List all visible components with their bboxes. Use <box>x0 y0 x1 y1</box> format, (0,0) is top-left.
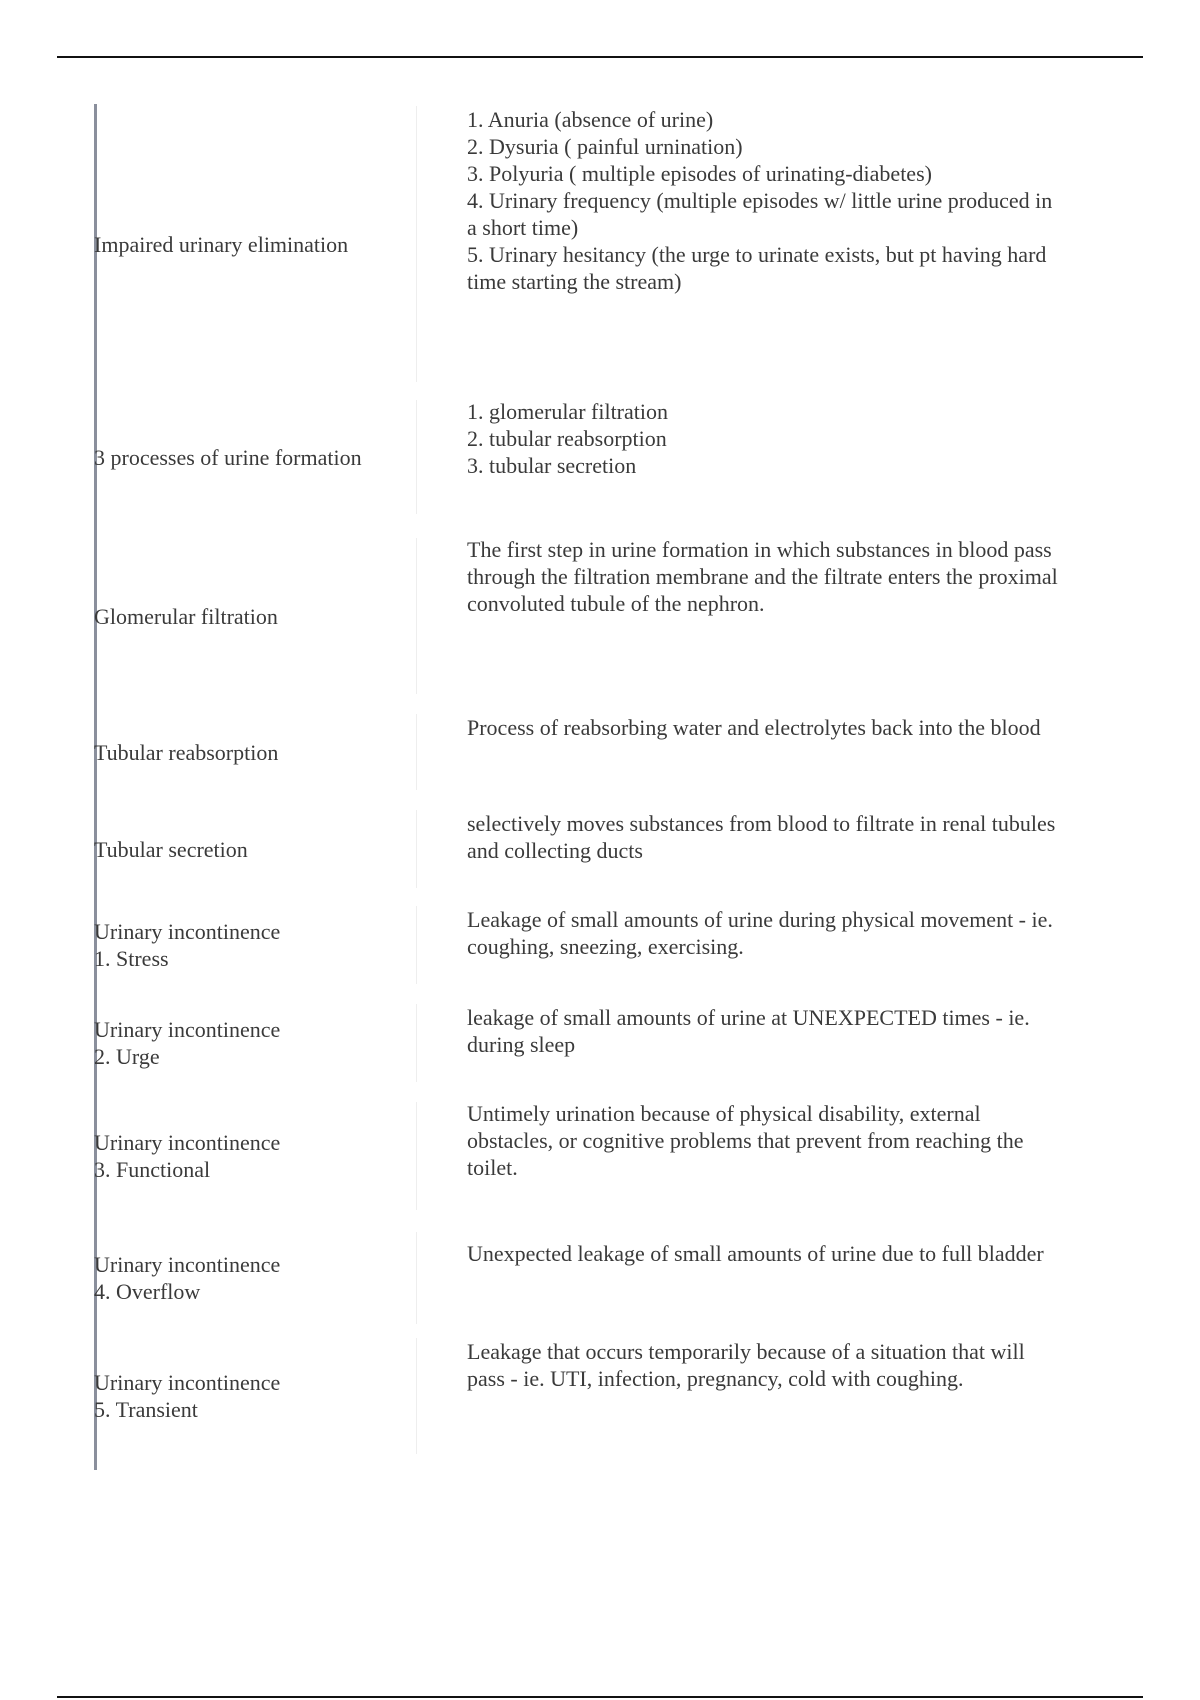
table-row <box>94 1230 1094 1326</box>
column-divider <box>416 906 417 984</box>
table-row <box>94 1100 1094 1212</box>
definition-cell: Unexpected leakage of small amounts of urine due to full bladder <box>467 1241 1044 1266</box>
definition-cell: Untimely urination because of physical disability, external obstacles, or cognitive problems that prevent from reaching the toilet. <box>467 1101 1024 1180</box>
definition-cell: selectively moves substances from blood to filtrate in renal tubules and collecting ducts <box>467 811 1056 863</box>
term-cell: Glomerular filtration <box>94 603 278 629</box>
column-divider <box>416 714 417 790</box>
top-rule <box>57 56 1143 58</box>
table-row <box>94 536 1094 696</box>
table-row <box>94 1002 1094 1084</box>
table-row <box>94 808 1094 890</box>
definition-cell: The first step in urine formation in which substances in blood pass through the filtration membrane and the filtrate enters the proximal convoluted tubule of the nephron. <box>467 537 1058 616</box>
column-divider <box>416 1338 417 1454</box>
column-divider <box>416 400 417 514</box>
definition-cell: Leakage that occurs temporarily because of a situation that will pass - ie. UTI, infection, pregnancy, cold with coughing. <box>467 1339 1025 1391</box>
term-cell: 3 processes of urine formation <box>94 444 362 470</box>
column-divider <box>416 106 417 382</box>
term-cell: Urinary incontinence 1. Stress <box>94 919 281 971</box>
table-row <box>94 1336 1094 1456</box>
definition-cell: Process of reabsorbing water and electrolytes back into the blood <box>467 715 1041 740</box>
term-cell: Urinary incontinence 4. Overflow <box>94 1252 281 1304</box>
term-cell: Tubular secretion <box>94 836 248 862</box>
column-divider <box>416 1004 417 1082</box>
definition-cell: Leakage of small amounts of urine during physical movement - ie. coughing, sneezing, exercising. <box>467 907 1053 959</box>
flashcard-table <box>94 104 1094 1470</box>
column-divider <box>416 538 417 694</box>
definition-cell: 1. Anuria (absence of urine) 2. Dysuria ( painful urnination) 3. Polyuria ( multiple episodes of urinating-diabetes) 4. Urinary frequency (multiple episodes w/ little urine produced in a short time) 5. Urinary hesitancy (the urge to urinate exists, but pt having hard time starting the stream) <box>467 107 1053 294</box>
term-cell: Impaired urinary elimination <box>94 231 349 257</box>
term-cell: Urinary incontinence 5. Transient <box>94 1370 281 1422</box>
table-row <box>94 398 1094 516</box>
column-divider <box>416 1232 417 1324</box>
definition-cell: leakage of small amounts of urine at UNEXPECTED times - ie. during sleep <box>467 1005 1030 1057</box>
table-row <box>94 104 1094 384</box>
table-row <box>94 712 1094 792</box>
table-row <box>94 904 1094 986</box>
column-divider <box>416 1102 417 1210</box>
term-cell: Urinary incontinence 2. Urge <box>94 1017 281 1069</box>
term-cell: Urinary incontinence 3. Functional <box>94 1130 281 1182</box>
term-cell: Tubular reabsorption <box>94 739 279 765</box>
definition-cell: 1. glomerular filtration 2. tubular reabsorption 3. tubular secretion <box>467 399 668 478</box>
column-divider <box>416 810 417 888</box>
bottom-rule <box>57 1696 1143 1698</box>
